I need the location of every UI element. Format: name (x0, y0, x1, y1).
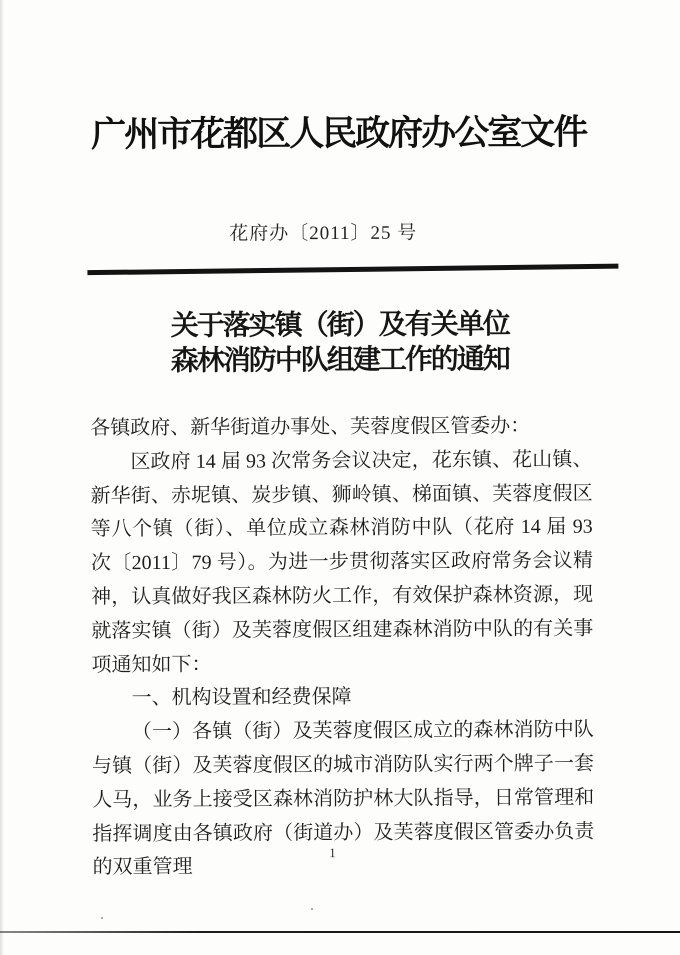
page-number: 1 (329, 845, 336, 861)
section-heading-1: 一、机构设置和经费保障 (131, 686, 352, 710)
document-number: 花府办〔2011〕25 号 (229, 222, 418, 245)
document-title (0, 306, 680, 380)
scan-edge-bottom (0, 931, 680, 933)
header-separator-rule (87, 264, 618, 275)
document-header-title: 广州市花都区人民政府办公室文件 (91, 112, 587, 155)
body-paragraph-2: （一）各镇（街）及芙蓉度假区成立的森林消防中队与镇（街）及芙蓉度假区的城市消防队实行两个牌子一套人马，业务上接受区森林消防护林大队指导，日常管理和指挥调度由各镇政府（街道办）及芙蓉度假区管委办负责的双重管理 (91, 718, 595, 879)
document-title-line1: 关于落实镇（街）及有关单位 (170, 309, 509, 342)
document-body (90, 410, 594, 886)
salutation-line: 各镇政府、新华街道办事处、芙蓉度假区管委办： (90, 415, 531, 440)
scan-speck (311, 908, 313, 910)
body-paragraph-1: 区政府 14 届 93 次常务会议决定，花东镇、花山镇、新华街、赤坭镇、炭步镇、狮岭镇、梯面镇、芙蓉度假区等八个镇（街）、单位成立森林消防中队（花府 14 届 93 次〔2011〕79 号）。为进一步贯彻落实区政府常务会议精神，认真做好我区森林防火工作，有效保护森林资源，现就落实镇（街）及芙蓉度假区组建森林消防中队的有关事项通知如下： (90, 448, 594, 676)
document-title-line2: 森林消防中队组建工作的通知 (170, 344, 509, 377)
scan-speck (101, 917, 103, 919)
